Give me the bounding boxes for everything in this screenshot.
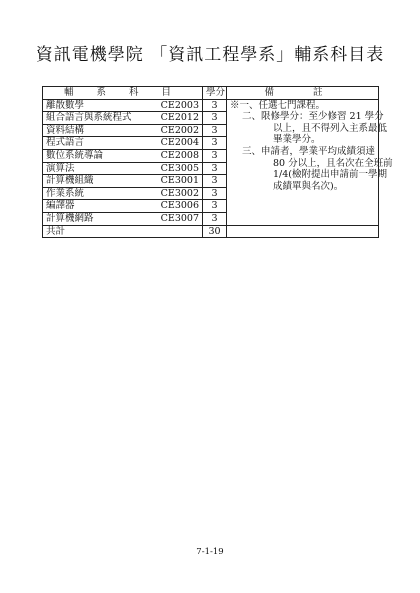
course-code: CE3007 xyxy=(160,212,199,224)
minor-course-table xyxy=(42,86,393,238)
course-cell xyxy=(43,162,203,175)
course-code: CE3002 xyxy=(160,187,199,199)
course-credit: 3 xyxy=(203,212,227,225)
course-cell xyxy=(43,175,203,188)
course-name: 數位系統導論 xyxy=(46,149,104,161)
note-3-line-2: 80 分以上，且名次在全班前 xyxy=(273,157,393,169)
note-2-line-1: 二、限修學分：至少修習 21 學分 xyxy=(242,111,384,123)
note-2-line-2: 以上，且不得列入主系最低 xyxy=(273,122,388,134)
course-code: CE2004 xyxy=(160,137,199,149)
course-name: 資料結構 xyxy=(46,124,85,136)
course-name: 計算機組織 xyxy=(46,175,94,187)
course-credit: 3 xyxy=(203,112,227,125)
note-3-line-3: 1/4(檢附提出申請前一學期 xyxy=(273,169,387,181)
page-number: 7-1-19 xyxy=(196,547,224,557)
course-code: CE2008 xyxy=(160,149,199,161)
course-credit: 3 xyxy=(203,200,227,213)
course-credit: 3 xyxy=(203,124,227,137)
course-code: CE2012 xyxy=(160,112,199,124)
notes-cell xyxy=(227,99,393,225)
course-credit: 3 xyxy=(203,162,227,175)
course-code: CE2003 xyxy=(160,99,199,111)
course-cell xyxy=(43,124,203,137)
course-cell xyxy=(43,99,203,112)
table-header-row xyxy=(43,87,379,100)
course-code: CE3001 xyxy=(160,175,199,187)
course-name: 演算法 xyxy=(46,162,75,174)
total-label: 共計 xyxy=(43,225,203,238)
course-name: 編譯器 xyxy=(46,200,75,212)
course-credit: 3 xyxy=(203,137,227,150)
course-code: CE3005 xyxy=(160,162,199,174)
course-cell xyxy=(43,112,203,125)
course-name: 離散數學 xyxy=(46,99,85,111)
header-course: 輔 系 科 目 xyxy=(43,87,203,100)
course-cell xyxy=(43,137,203,150)
course-cell xyxy=(43,200,203,213)
header-notes: 備 註 xyxy=(227,87,379,100)
total-row xyxy=(43,225,379,238)
note-2 xyxy=(230,111,388,146)
note-3-line-4: 成績單與名次)。 xyxy=(273,180,344,192)
course-name: 作業系統 xyxy=(46,187,85,199)
course-cell xyxy=(43,212,203,225)
course-name: 計算機網路 xyxy=(46,212,94,224)
note-1: ※一、任選七門課程。 xyxy=(230,99,326,111)
table-row xyxy=(43,99,379,112)
page-title: 資訊電機學院 「資訊工程學系」輔系科目表 xyxy=(35,45,385,65)
total-credit: 30 xyxy=(203,225,227,238)
course-cell xyxy=(43,187,203,200)
header-credit: 學分 xyxy=(203,87,227,100)
course-name: 程式語言 xyxy=(46,137,85,149)
course-credit: 3 xyxy=(203,99,227,112)
note-3-line-1: 三、申請者，學業平均成績須達 xyxy=(242,145,376,157)
course-credit: 3 xyxy=(203,175,227,188)
course-cell xyxy=(43,149,203,162)
course-name: 組合語言與系統程式 xyxy=(46,112,132,124)
note-3 xyxy=(230,145,393,192)
total-notes-empty xyxy=(227,225,379,238)
course-credit: 3 xyxy=(203,149,227,162)
course-code: CE3006 xyxy=(160,200,199,212)
course-credit: 3 xyxy=(203,187,227,200)
note-2-line-3: 畢業學分。 xyxy=(273,134,321,146)
course-code: CE2002 xyxy=(160,124,199,136)
